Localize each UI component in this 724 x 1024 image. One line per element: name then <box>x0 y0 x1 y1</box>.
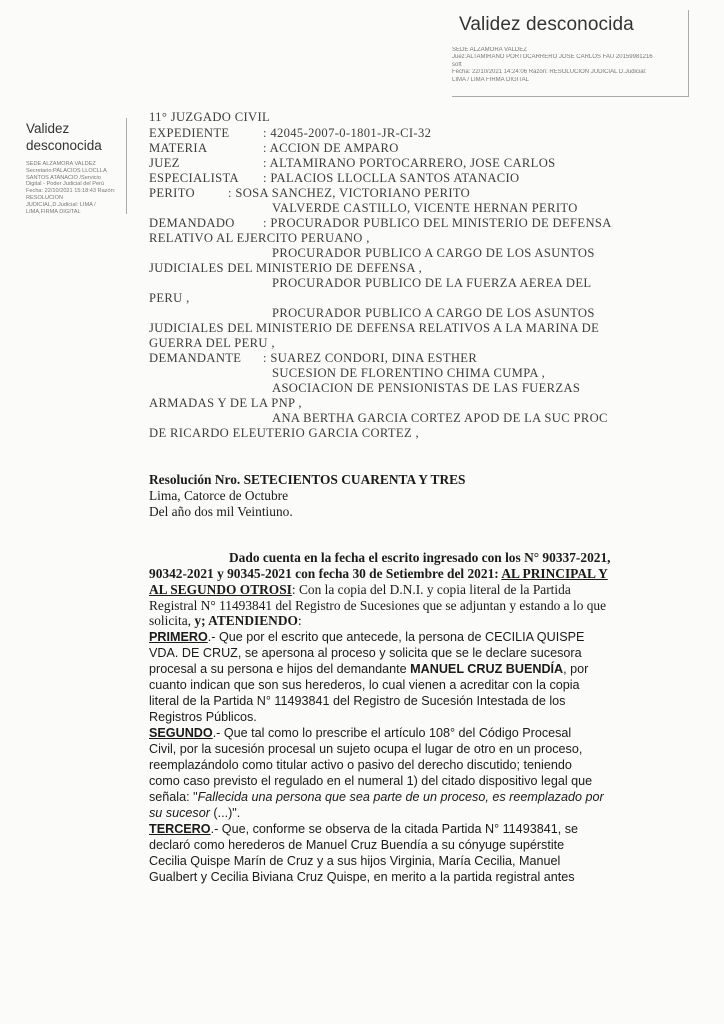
materia-label: MATERIA <box>149 141 208 155</box>
body-line: Registral N° 11493841 del Registro de Sucesiones que se adjuntan y estando a lo que <box>149 598 607 613</box>
tercero-label: TERCERO <box>149 822 211 836</box>
stamp-details <box>26 161 126 215</box>
stamp-line: LIMA,FIRMA DIGITAL <box>26 208 81 215</box>
body-line: VDA. DE CRUZ, se apersona al proceso y solicita que se le declare sucesora <box>149 646 582 660</box>
demandante-label: DEMANDANTE <box>149 351 242 365</box>
demandante-name: MANUEL CRUZ BUENDÍA <box>410 662 564 676</box>
perito-value-2: VALVERDE CASTILLO, VICENTE HERNAN PERITO <box>272 201 578 215</box>
body-line <box>149 566 608 582</box>
primero-text: .- Que por el escrito que antecede, la persona de CECILIA QUISPE <box>207 630 585 644</box>
body-line: literal de la Partida N° 11493841 del Registro de Sucesión Intestada de los <box>149 694 566 708</box>
primero-text: , por <box>563 662 589 676</box>
body-line <box>149 806 240 820</box>
expediente-value: : 42045-2007-0-1801-JR-CI-32 <box>263 126 432 140</box>
body-line: Cecilia Quispe Marín de Cruz y a sus hijos Virginia, María Cecilia, Manuel <box>149 854 561 868</box>
demandado-line: PROCURADOR PUBLICO A CARGO DE LOS ASUNTOS <box>272 306 595 320</box>
demandante-line: ARMADAS Y DE LA PNP , <box>149 396 302 410</box>
segundo-text: (...)". <box>209 806 241 820</box>
body-line <box>229 550 611 566</box>
intro-text: solicita, <box>149 613 195 628</box>
demandado-line: PERU , <box>149 291 190 305</box>
body-line: declaró como herederos de Manuel Cruz Buendía a su cónyuge supérstite <box>149 838 565 852</box>
stamp-line: SANTOS ATANACIO /Servicio <box>26 174 101 181</box>
demandado-line: JUDICIALES DEL MINISTERIO DE DEFENSA , <box>149 261 423 275</box>
stamp-line: Juez:ALTAMIRANO PORTOCARRERO JOSE CARLOS FAU 20159981216 <box>452 54 653 61</box>
demandado-line: PROCURADOR PUBLICO A CARGO DE LOS ASUNTOS <box>272 246 595 260</box>
stamp-line: SEDE ALZAMORA VALDEZ <box>26 161 96 167</box>
demandado-line: : PROCURADOR PUBLICO DEL MINISTERIO DE DEFENSA <box>263 216 612 230</box>
digital-signature-stamp-judge <box>452 10 689 97</box>
intro-text: 90342-2021 y 90345-2021 con fecha 30 de Setiembre del 2021: <box>149 566 502 581</box>
digital-signature-stamp-secretary <box>22 118 127 214</box>
demandante-line: ANA BERTHA GARCIA CORTEZ APOD DE LA SUC PROC <box>272 411 608 425</box>
stamp-line: Fecha: 22/10/2021 15:18:43 Razón: <box>26 188 116 195</box>
stamp-line: Digital - Poder Judicial del Perú <box>26 181 105 188</box>
especialista-value: : PALACIOS LLOCLLA SANTOS ATANACIO <box>263 171 520 185</box>
stamp-validity-title <box>26 120 102 154</box>
demandante-line: SUCESION DE FLORENTINO CHIMA CUMPA , <box>272 366 546 380</box>
body-line: Registros Públicos. <box>149 710 257 724</box>
primero-text: procesal a su persona e hijos del demandante <box>149 662 411 676</box>
juez-value: : ALTAMIRANO PORTOCARRERO, JOSE CARLOS <box>263 156 556 170</box>
tercero-text: .- Que, conforme se observa de la citada Partida N° 11493841, se <box>210 822 579 836</box>
body-line: cuanto indican que son sus herederos, lo cual vienen a acreditar con la copia <box>149 678 580 692</box>
materia-value: : ACCION DE AMPARO <box>263 141 399 155</box>
intro-text: : <box>297 613 302 628</box>
demandante-line: : SUAREZ CONDORI, DINA ESTHER <box>263 351 478 365</box>
intro-text: Dado cuenta en la fecha el escrito ingresado con los N° 90337-2021, <box>229 550 611 565</box>
stamp-line: SEDE ALZAMORA VALDEZ <box>452 47 527 53</box>
stamp-line: LIMA / LIMA FIRMA DIGITAL <box>452 76 529 83</box>
legal-quote: Fallecida una persona que sea parte de un proceso, es reemplazado por <box>197 790 604 804</box>
body-line <box>149 790 604 804</box>
body-line: Civil, por la sucesión procesal un sujeto ocupa el lugar de otro en un proceso, <box>149 742 583 756</box>
stamp-line: soft <box>452 61 462 68</box>
intro-text: : Con la copia del D.N.I. y copia literal de la Partida <box>291 582 571 597</box>
stamp-title-line: Validez <box>26 121 70 136</box>
body-line <box>149 613 302 629</box>
al-principal-label: AL PRINCIPAL Y <box>501 566 608 581</box>
segundo-text: .- Que tal como lo prescribe el artículo 108° del Código Procesal <box>212 726 572 740</box>
body-line <box>149 726 571 740</box>
stamp-line: Secretario:PALACIOS LLOCLLA <box>26 167 107 174</box>
al-segundo-otrosi-label: AL SEGUNDO OTROSI <box>149 582 292 597</box>
body-line <box>149 630 584 644</box>
body-line <box>149 822 578 836</box>
stamp-line: Fecha: 22/10/2021 14:24:06 Razón: RESOLUCIÓN JUDICIAL D.Judicial: <box>452 69 647 76</box>
segundo-label: SEGUNDO <box>149 726 213 740</box>
expediente-label: EXPEDIENTE <box>149 126 230 140</box>
segundo-text: señala: " <box>149 790 198 804</box>
atendiendo-label: y; ATENDIENDO <box>194 613 298 628</box>
demandante-line: ASOCIACION DE PENSIONISTAS DE LAS FUERZAS <box>272 381 581 395</box>
stamp-details <box>452 47 684 84</box>
stamp-line: RESOLUCIÓN <box>26 194 63 201</box>
demandado-line: PROCURADOR PUBLICO DE LA FUERZA AEREA DEL <box>272 276 592 290</box>
demandado-line: GUERRA DEL PERU , <box>149 336 275 350</box>
stamp-title-line: desconocida <box>26 138 102 153</box>
perito-value: : SOSA SANCHEZ, VICTORIANO PERITO <box>228 186 471 200</box>
resolution-number-text: Resolución Nro. SETECIENTOS CUARENTA Y TRES <box>149 472 466 487</box>
juez-label: JUEZ <box>149 156 180 170</box>
especialista-label: ESPECIALISTA <box>149 171 239 185</box>
demandado-line: JUDICIALES DEL MINISTERIO DE DEFENSA RELATIVOS A LA MARINA DE <box>149 321 600 335</box>
demandante-line: DE RICARDO ELEUTERIO GARCIA CORTEZ , <box>149 426 420 440</box>
demandado-line: RELATIVO AL EJERCITO PERUANO , <box>149 231 370 245</box>
body-line: como caso previsto el regulado en el numeral 1) del citado dispositivo legal que <box>149 774 593 788</box>
resolution-place-date: Lima, Catorce de Octubre <box>149 488 289 503</box>
perito-label: PERITO <box>149 186 195 200</box>
body-line: Gualbert y Cecilia Biviana Cruz Quispe, en merito a la partida registral antes <box>149 870 575 884</box>
primero-label: PRIMERO <box>149 630 208 644</box>
demandado-label: DEMANDADO <box>149 216 235 230</box>
legal-quote: su sucesor <box>149 806 210 820</box>
stamp-validity-title: Validez desconocida <box>459 14 634 35</box>
body-line <box>149 582 571 598</box>
stamp-line: JUDICIAL,D.Judicial: LIMA / <box>26 201 96 208</box>
resolution-number <box>149 472 466 488</box>
body-line: reemplazándolo como titular activo o pasivo del derecho discutido; teniendo <box>149 758 572 772</box>
resolution-year: Del año dos mil Veintiuno. <box>149 504 293 519</box>
court-name: 11° JUZGADO CIVIL <box>149 110 271 124</box>
body-line <box>149 662 588 676</box>
